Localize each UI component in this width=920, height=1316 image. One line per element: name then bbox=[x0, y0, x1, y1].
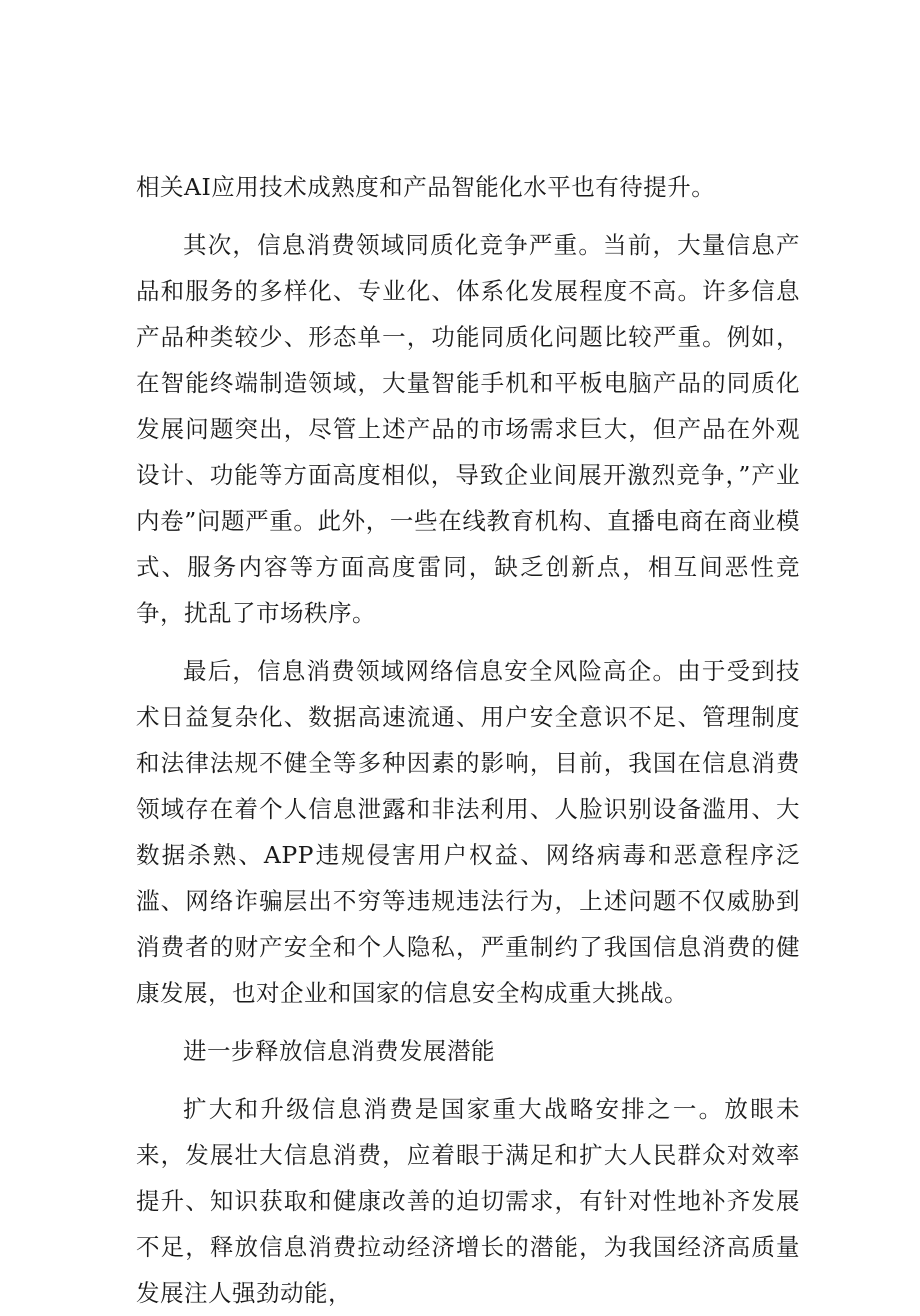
paragraph-outlook: 扩大和升级信息消费是国家重大战略安排之一。放眼未来，发展壮大信息消费，应着眼于满足和扩大人民群众对效率提升、知识获取和健康改善的迫切需求，有针对性地补齐发展不足，释放信息消费拉动经济增长的潜能，为我国经济高质量发展注人强劲动能， bbox=[136, 1095, 800, 1307]
paragraph-gap bbox=[136, 1016, 800, 1028]
paragraph-continuation: 相关AI应用技术成熟度和产品智能化水平也有待提升。 bbox=[136, 173, 716, 201]
document-body bbox=[136, 164, 800, 1316]
section-heading: 进一步释放信息消费发展潜能 bbox=[183, 1037, 495, 1065]
paragraph-security: 最后，信息消费领域网络信息安全风险高企。由于受到技术日益复杂化、数据高速流通、用户安全意识不足、管理制度和法律法规不健全等多种因素的影响，目前，我国在信息消费领域存在着个人信息泄露和非法利用、人脸识别设备滥用、大数据杀熟、APP违规侵害用户权益、网络病毒和恶意程序泛滥、网络诈骗层出不穷等违规违法行为，上述问题不仅威胁到消费者的财产安全和个人隐私，严重制约了我国信息消费的健康发展，也对企业和国家的信息安全构成重大挑战。 bbox=[136, 657, 800, 1007]
paragraph-competition: 其次，信息消费领域同质化竞争严重。当前，大量信息产品和服务的多样化、专业化、体系化发展程度不高。许多信息产品种类较少、形态单一，功能同质化问题比较严重。例如，在智能终端制造领域，大量智能手机和平板电脑产品的同质化发展问题突出，尽管上述产品的市场需求巨大，但产品在外观设计、功能等方面高度相似，导致企业间展开激烈竞争，”产业内卷”问题严重。此外，一些在线教育机构、直播电商在商业模式、服务内容等方面高度雷同，缺乏创新点，相互间恶性竞争，扰乱了市场秩序。 bbox=[136, 231, 800, 627]
paragraph-gap bbox=[136, 210, 800, 222]
paragraph-gap bbox=[136, 636, 800, 648]
paragraph-gap bbox=[136, 1074, 800, 1086]
